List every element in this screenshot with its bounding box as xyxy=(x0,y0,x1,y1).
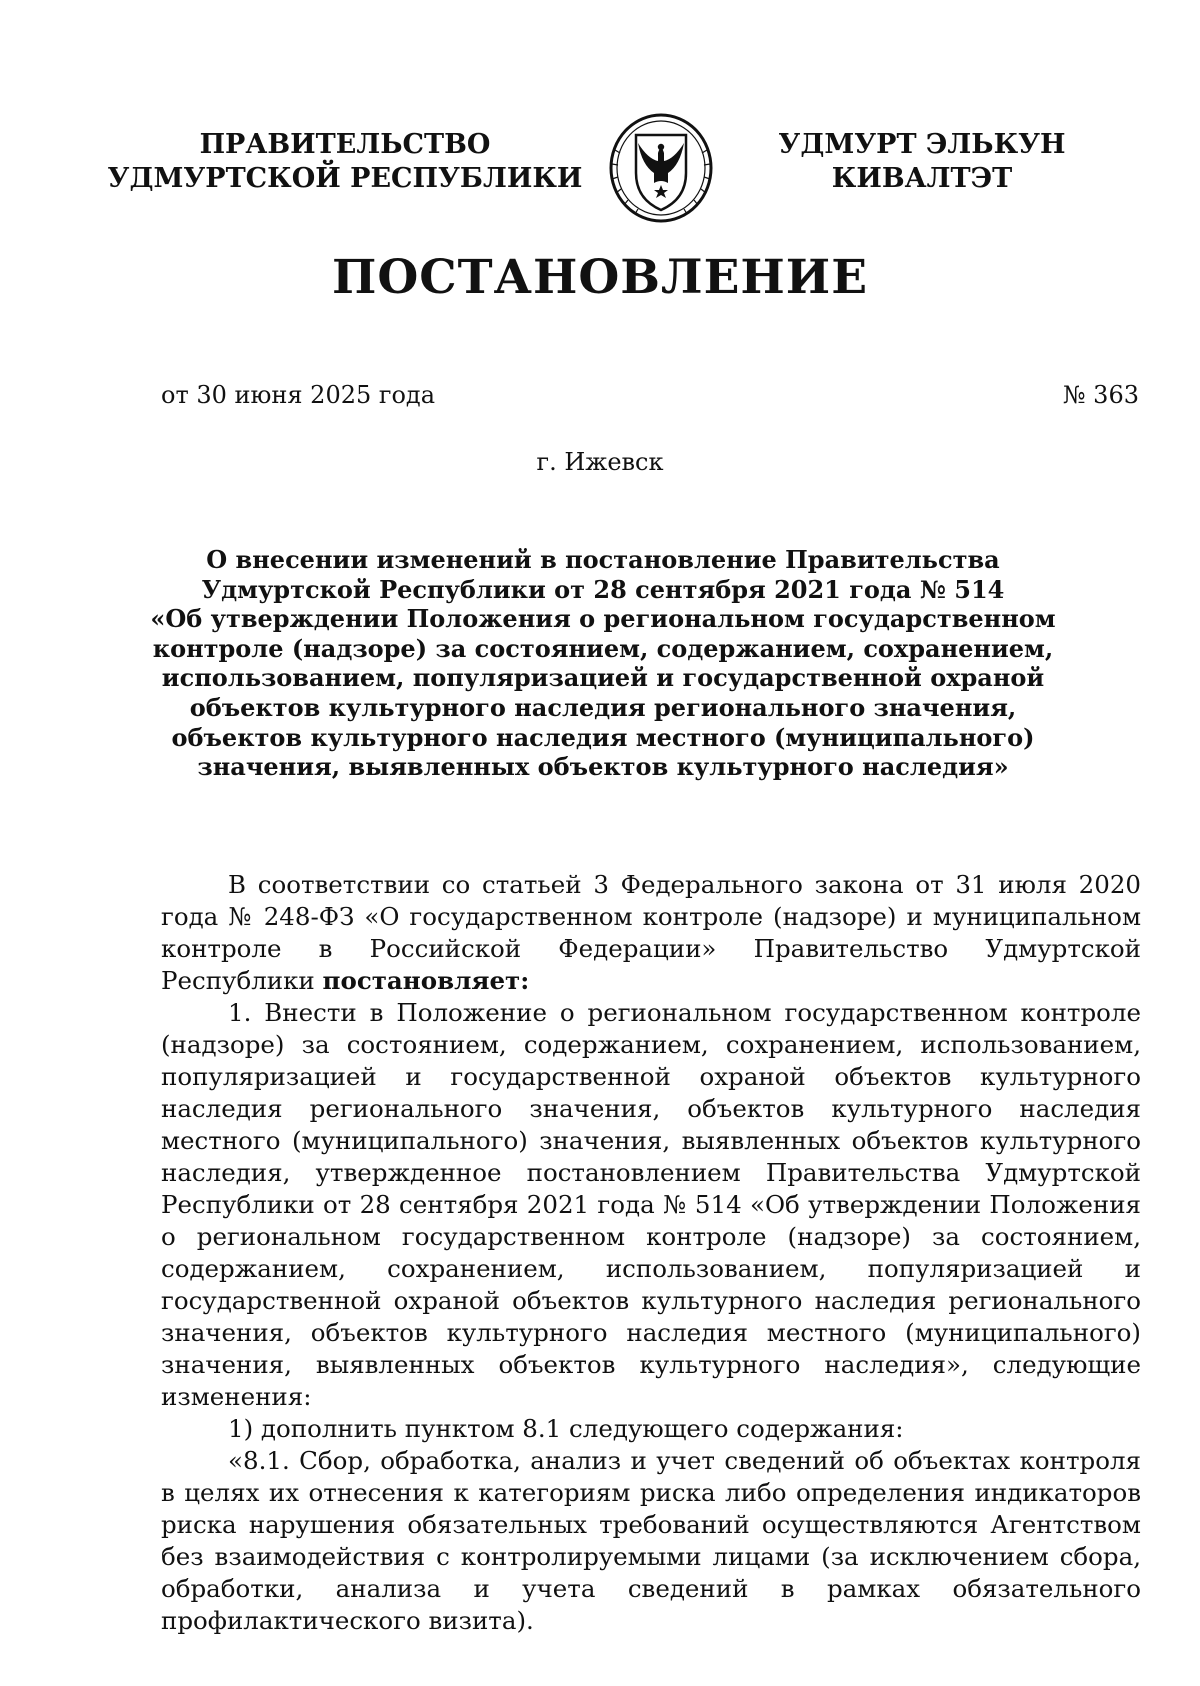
issuer-name-udmurt xyxy=(742,128,1102,196)
document-city: г. Ижевск xyxy=(536,448,664,476)
subject-line: объектов культурного наследия местного (муниципального) xyxy=(171,722,1035,752)
document-type-title: ПОСТАНОВЛЕНИЕ xyxy=(331,250,869,305)
document-body xyxy=(161,869,1141,1637)
subject-line: объектов культурного наследия регионального значения, xyxy=(189,692,1017,722)
resolves-word: постановляет: xyxy=(322,966,530,995)
preamble-text: В соответствии со статьей 3 Федерального закона от 31 июля 2020 года № 248-ФЗ «О государственном контроле (надзоре) и муниципальном контроле в Российской Федерации» Правительство Удмуртской Республики xyxy=(161,870,1141,995)
subject-line: О внесении изменений в постановление Правительства xyxy=(206,545,1000,574)
subject-line: Удмуртской Республики от 28 сентября 2021 года № 514 xyxy=(201,574,1005,604)
issuer-line-1: ПРАВИТЕЛЬСТВО xyxy=(199,129,491,160)
subject-line: контроле (надзоре) за состоянием, содержанием, сохранением, xyxy=(152,633,1054,663)
issuer-udmurt-line-2: КИВАЛТЭТ xyxy=(831,163,1013,194)
issuer-line-2: УДМУРТСКОЙ РЕСПУБЛИКИ xyxy=(107,163,583,194)
document-subject xyxy=(150,545,1056,782)
document-date: от 30 июня 2025 года xyxy=(161,381,435,409)
issuer-udmurt-line-1: УДМУРТ ЭЛЬКУН xyxy=(778,129,1066,160)
subject-line: значения, выявленных объектов культурного наследия» xyxy=(197,752,1009,782)
document-number: № 363 xyxy=(1062,381,1139,409)
item-1-paragraph: 1. Внести в Положение о региональном государственном контроле (надзоре) за состоянием, содержанием, сохранением, использованием, популяризацией и государственной охраной объектов культурного наследия регионального значения, объектов культурного наследия местного (муниципального) значения, выявленных объектов культурного наследия, утвержденное постановлением Правительства Удмуртской Республики от 28 сентября 2021 года № 514 «Об утверждении Положения о региональном государственном контроле (надзоре) за состоянием, содержанием, сохранением, использованием, популяризацией и государственной охраной объектов культурного наследия регионального значения, объектов культурного наследия местного (муниципального) значения, выявленных объектов культурного наследия», следующие изменения: xyxy=(161,998,1141,1411)
preamble-paragraph xyxy=(161,869,1141,997)
subitem-1-paragraph: 1) дополнить пунктом 8.1 следующего содержания: xyxy=(228,1414,904,1443)
issuer-name-russian xyxy=(90,128,600,196)
subject-line: использованием, популяризацией и государственной охраной xyxy=(161,663,1045,693)
subject-line: «Об утверждении Положения о региональном государственном xyxy=(150,604,1056,634)
udmurtia-coat-of-arms-icon xyxy=(608,113,714,223)
clause-8-1-paragraph: «8.1. Сбор, обработка, анализ и учет сведений об объектах контроля в целях их отнесения к категориям риска либо определения индикаторов риска нарушения обязательных требований осуществляются Агентством без взаимодействия с контролируемыми лицами (за исключением сбора, обработки, анализа и учета сведений в рамках обязательного профилактического визита). xyxy=(161,1446,1141,1635)
